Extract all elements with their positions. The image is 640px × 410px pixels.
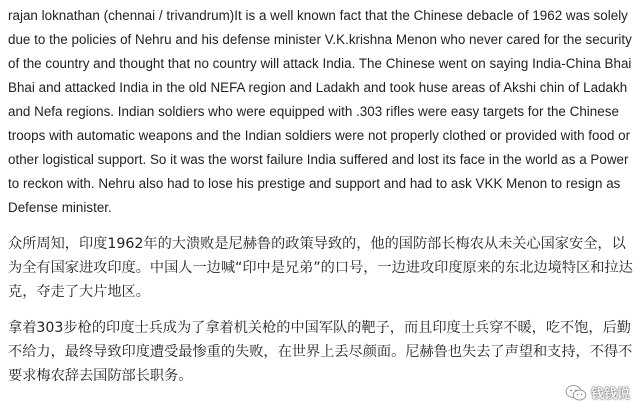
article-body bbox=[8, 4, 634, 388]
chinese-paragraph-2: 拿着303步枪的印度士兵成为了拿着机关枪的中国军队的靶子，而且印度士兵穿不暖，吃不饱，后勤不给力，最终导致印度遭受最惨重的失败，在世界上丢尽颜面。尼赫鲁也失去了声望和支持，不得不要求梅农辞去国防部长职务。 bbox=[8, 320, 633, 384]
chinese-paragraph-1: 众所周知，印度1962年的大溃败是尼赫鲁的政策导致的，他的国防部长梅农从未关心国家安全，以为全有国家进攻印度。中国人一边喊“印中是兄弟”的口号，一边进攻印度原来的东北边境特区和拉达克，夺走了大片地区。 bbox=[8, 236, 633, 300]
english-paragraph: rajan loknathan (chennai / trivandrum)It is a well known fact that the Chinese debacle of 1962 was solely due to the policies of Nehru and his defense minister V.K.krishna Menon who never cared for the security of the country and thought that no country will attack India. The Chinese went on saying India-China Bhai Bhai and attacked India in the old NEFA region and Ladakh and took huse areas of Akshi chin of Ladakh and Nefa regions. Indian soldiers who were equipped with .303 rifles were easy targets for the Chinese troops with automatic weapons and the Indian soldiers were not properly clothed or provided with food or other logistical support. So it was the worst failure India suffered and lost its face in the world as a Power to reckon with. Nehru also had to lose his prestige and support and had to ask VKK Menon to resign as Defense minister. bbox=[8, 8, 632, 215]
watermark bbox=[565, 383, 630, 402]
wechat-logo-icon bbox=[565, 384, 587, 402]
watermark-text: 钱钱说 bbox=[590, 387, 630, 402]
